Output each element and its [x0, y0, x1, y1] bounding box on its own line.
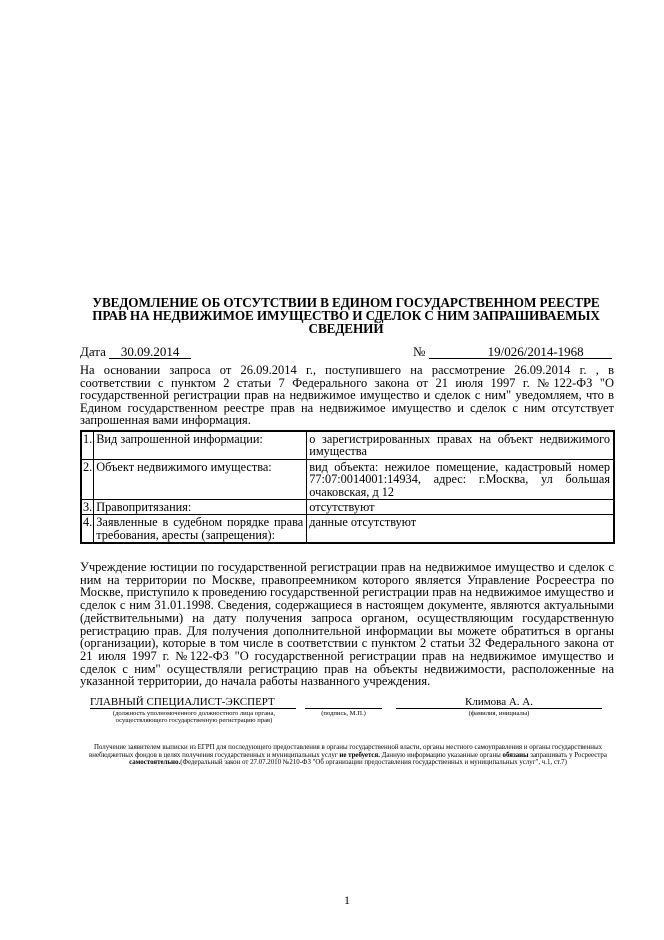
- date-field: [80, 344, 191, 360]
- row-number: 3.: [83, 500, 93, 515]
- footnote: [80, 744, 616, 767]
- date-label: Дата: [80, 344, 106, 359]
- row-question: Правопритязания:: [94, 500, 307, 515]
- footnote-emphasis: не требуется.: [339, 751, 380, 759]
- row-answer: вид объекта: нежилое помещение, кадастровый номер 77:07:0014001:14934, адрес: г.Москва, ул большая очаковская, д 12: [307, 459, 614, 499]
- page-number: 1: [344, 893, 350, 907]
- role-caption-line: осуществляющего государственную регистрацию прав): [115, 717, 273, 725]
- date-value: 30.09.2014: [109, 345, 191, 359]
- document-title: УВЕДОМЛЕНИЕ ОБ ОТСУТСТВИИ В ЕДИНОМ ГОСУДАРСТВЕННОМ РЕЕСТРЕ ПРАВ НА НЕДВИЖИМОЕ ИМУЩЕСТВО И СДЕЛОК С НИМ ЗАПРАШИВАЕМЫХ СВЕДЕНИЙ: [92, 295, 600, 336]
- info-table: [80, 430, 615, 544]
- signature-line: [305, 697, 382, 709]
- table-row: [81, 431, 614, 459]
- footnote-text: (Федеральный закон от 27.07.2010 №210-ФЗ "Об организации предоставления государственных и муниципальных услуг", ч.1, ст.7): [180, 759, 567, 766]
- footnote-text: запрашивать у Росреестра: [528, 751, 607, 759]
- footnote-emphasis: самостоятельно.: [129, 759, 181, 766]
- signer-role: ГЛАВНЫЙ СПЕЦИАЛИСТ-ЭКСПЕРТ: [90, 697, 296, 709]
- footnote-emphasis: обязаны: [502, 751, 529, 759]
- number-field: [413, 344, 612, 360]
- row-answer: о зарегистрированных правах на объект недвижимого имущества: [307, 431, 614, 459]
- table-row: [81, 515, 614, 543]
- row-answer: отсутствуют: [307, 500, 614, 515]
- name-caption: (фамилия, инициалы): [468, 710, 530, 717]
- footnote-text: Получение заявителем выписки из ЕГРП для последующего предоставления в органы государственной власти, органы местного самоуправления и органы государственных внебюджетных фондов в целях получения государственных и муниципальных услуг: [89, 744, 603, 759]
- role-caption-line: (должность уполномоченного должностного лица органа,: [112, 710, 276, 717]
- body-paragraph: Учреждение юстиции по государственной регистрации прав на недвижимое имущество и сделок с ним на территории по Москве, правопреемником которого является Управление Росреестра по Москве, приступило к проведению государственной регистрации прав на недвижимое имущество и сделок с ним 31.01.1998. Сведения, содержащиеся в настоящем документе, являются актуальными (действительными) на дату получения запроса органом, осуществляющим государственную регистрацию прав. Для получения дополнительной информации вы можете обратиться в органы (организации), которые в том числе в соответствии с пунктом 2 статьи 32 Федерального закона от 21 июля 1997 г. №122-ФЗ "О государственной регистрации прав на недвижимое имущество и сделок с ним" осуществляли регистрацию прав на объекты недвижимости, расположенные на указанной территории, до начала работы названного учреждения.: [80, 560, 614, 689]
- row-question: Вид запрошенной информации:: [94, 431, 307, 459]
- row-number: 1.: [81, 431, 94, 459]
- row-answer: данные отсутствуют: [307, 515, 614, 543]
- number-label: №: [413, 344, 426, 359]
- signer-name: Климова А. А.: [396, 697, 602, 709]
- role-caption: [84, 710, 304, 725]
- row-question: Заявленные в судебном порядке права требования, аресты (запрещения):: [94, 515, 307, 543]
- signature-caption: (подпись, М.П.): [321, 710, 366, 717]
- row-number: 4.: [81, 515, 94, 543]
- row-question: Объект недвижимого имущества:: [94, 459, 307, 499]
- footnote-text: Данную информацию указанные органы: [379, 751, 503, 759]
- number-value: 19/026/2014-1968: [429, 345, 612, 359]
- table-row: [81, 500, 614, 515]
- intro-paragraph: На основании запроса от 26.09.2014 г., поступившего на рассмотрение 26.09.2014 г. , в соответствии с пунктом 2 статьи 7 Федерального закона от 21 июля 1997 г. №122-ФЗ "О государственной регистрации прав на недвижимое имущество и сделок с ним" уведомляем, что в Едином государственном реестре прав на недвижимое имущество и сделок с ним отсутствует запрошенная вами информация.: [80, 363, 614, 428]
- table-row: [81, 459, 614, 499]
- row-number: 2.: [81, 459, 94, 499]
